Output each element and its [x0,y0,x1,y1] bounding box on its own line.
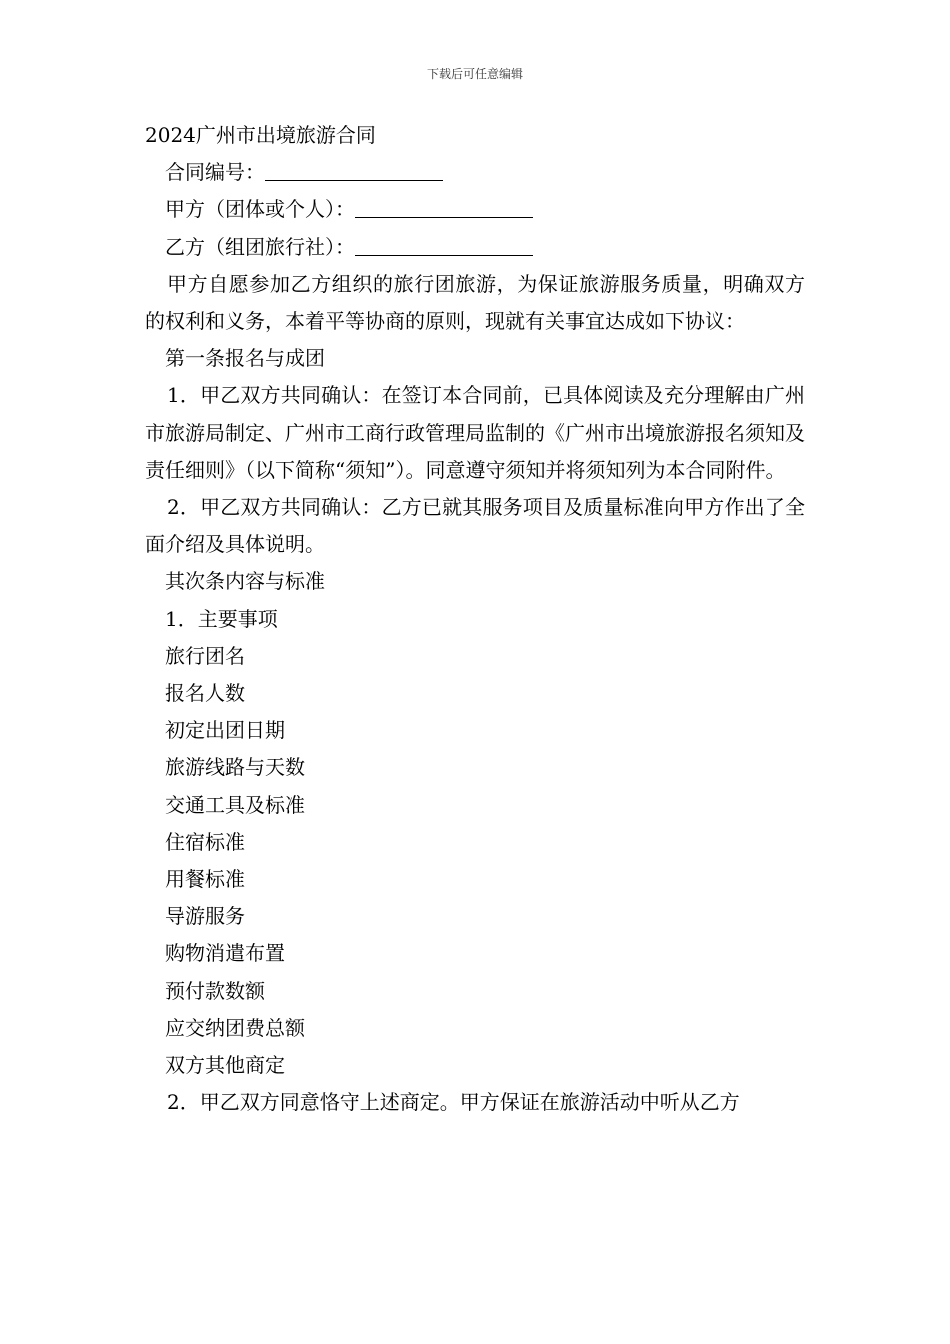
list-item: 交通工具及标准 [165,792,305,817]
article-1-clause-1: 1．甲乙双方共同确认：在签订本合同前，已具体阅读及充分理解由广州市旅游局制定、广州市工商行政管理局监制的《广州市出境旅游报名须知及责任细则》（以下简称“须知”）。同意遵守须知并将须知列为本合同附件。 [145,383,805,482]
list-item: 报名人数 [165,681,245,706]
contract-body [145,117,805,1121]
list-item: 旅行团名 [165,643,245,668]
party-b-field [145,229,805,266]
contract-number-field [145,154,805,191]
article-2-heading: 其次条内容与标准 [165,569,325,594]
page-header-note: 下载后可任意编辑 [426,67,523,81]
list-item: 住宿标准 [165,829,245,854]
party-b-blank [355,233,533,256]
party-a-blank [355,195,533,218]
list-item: 用餐标准 [165,867,245,892]
list-item: 双方其他商定 [165,1053,285,1078]
intro-paragraph: 甲方自愿参加乙方组织的旅行团旅游，为保证旅游服务质量，明确双方的权利和义务，本着平等协商的原则，现就有关事宜达成如下协议： [145,271,805,334]
contract-number-blank [265,158,443,181]
article-1-clause-2: 2．甲乙双方共同确认：乙方已就其服务项目及质量标准向甲方作出了全面介绍及具体说明。 [145,495,805,557]
list-item: 初定出团日期 [165,718,285,743]
list-item: 导游服务 [165,904,245,929]
list-item: 预付款数额 [165,978,265,1003]
article-1-heading: 第一条报名与成团 [165,346,325,371]
party-a-field [145,191,805,228]
list-item: 旅游线路与天数 [165,755,305,780]
article-2-clause-2: 2．甲乙双方同意恪守上述商定。甲方保证在旅游活动中听从乙方 [167,1090,740,1115]
contract-number-label: 合同编号： [165,160,265,185]
document-title: 2024广州市出境旅游合同 [145,123,376,147]
article-2-subheading: 1．主要事项 [165,606,278,631]
party-b-label: 乙方（组团旅行社）： [165,234,355,259]
list-item: 应交纳团费总额 [165,1015,305,1040]
party-a-label: 甲方（团体或个人）： [165,197,355,222]
list-item: 购物消遣布置 [165,941,285,966]
